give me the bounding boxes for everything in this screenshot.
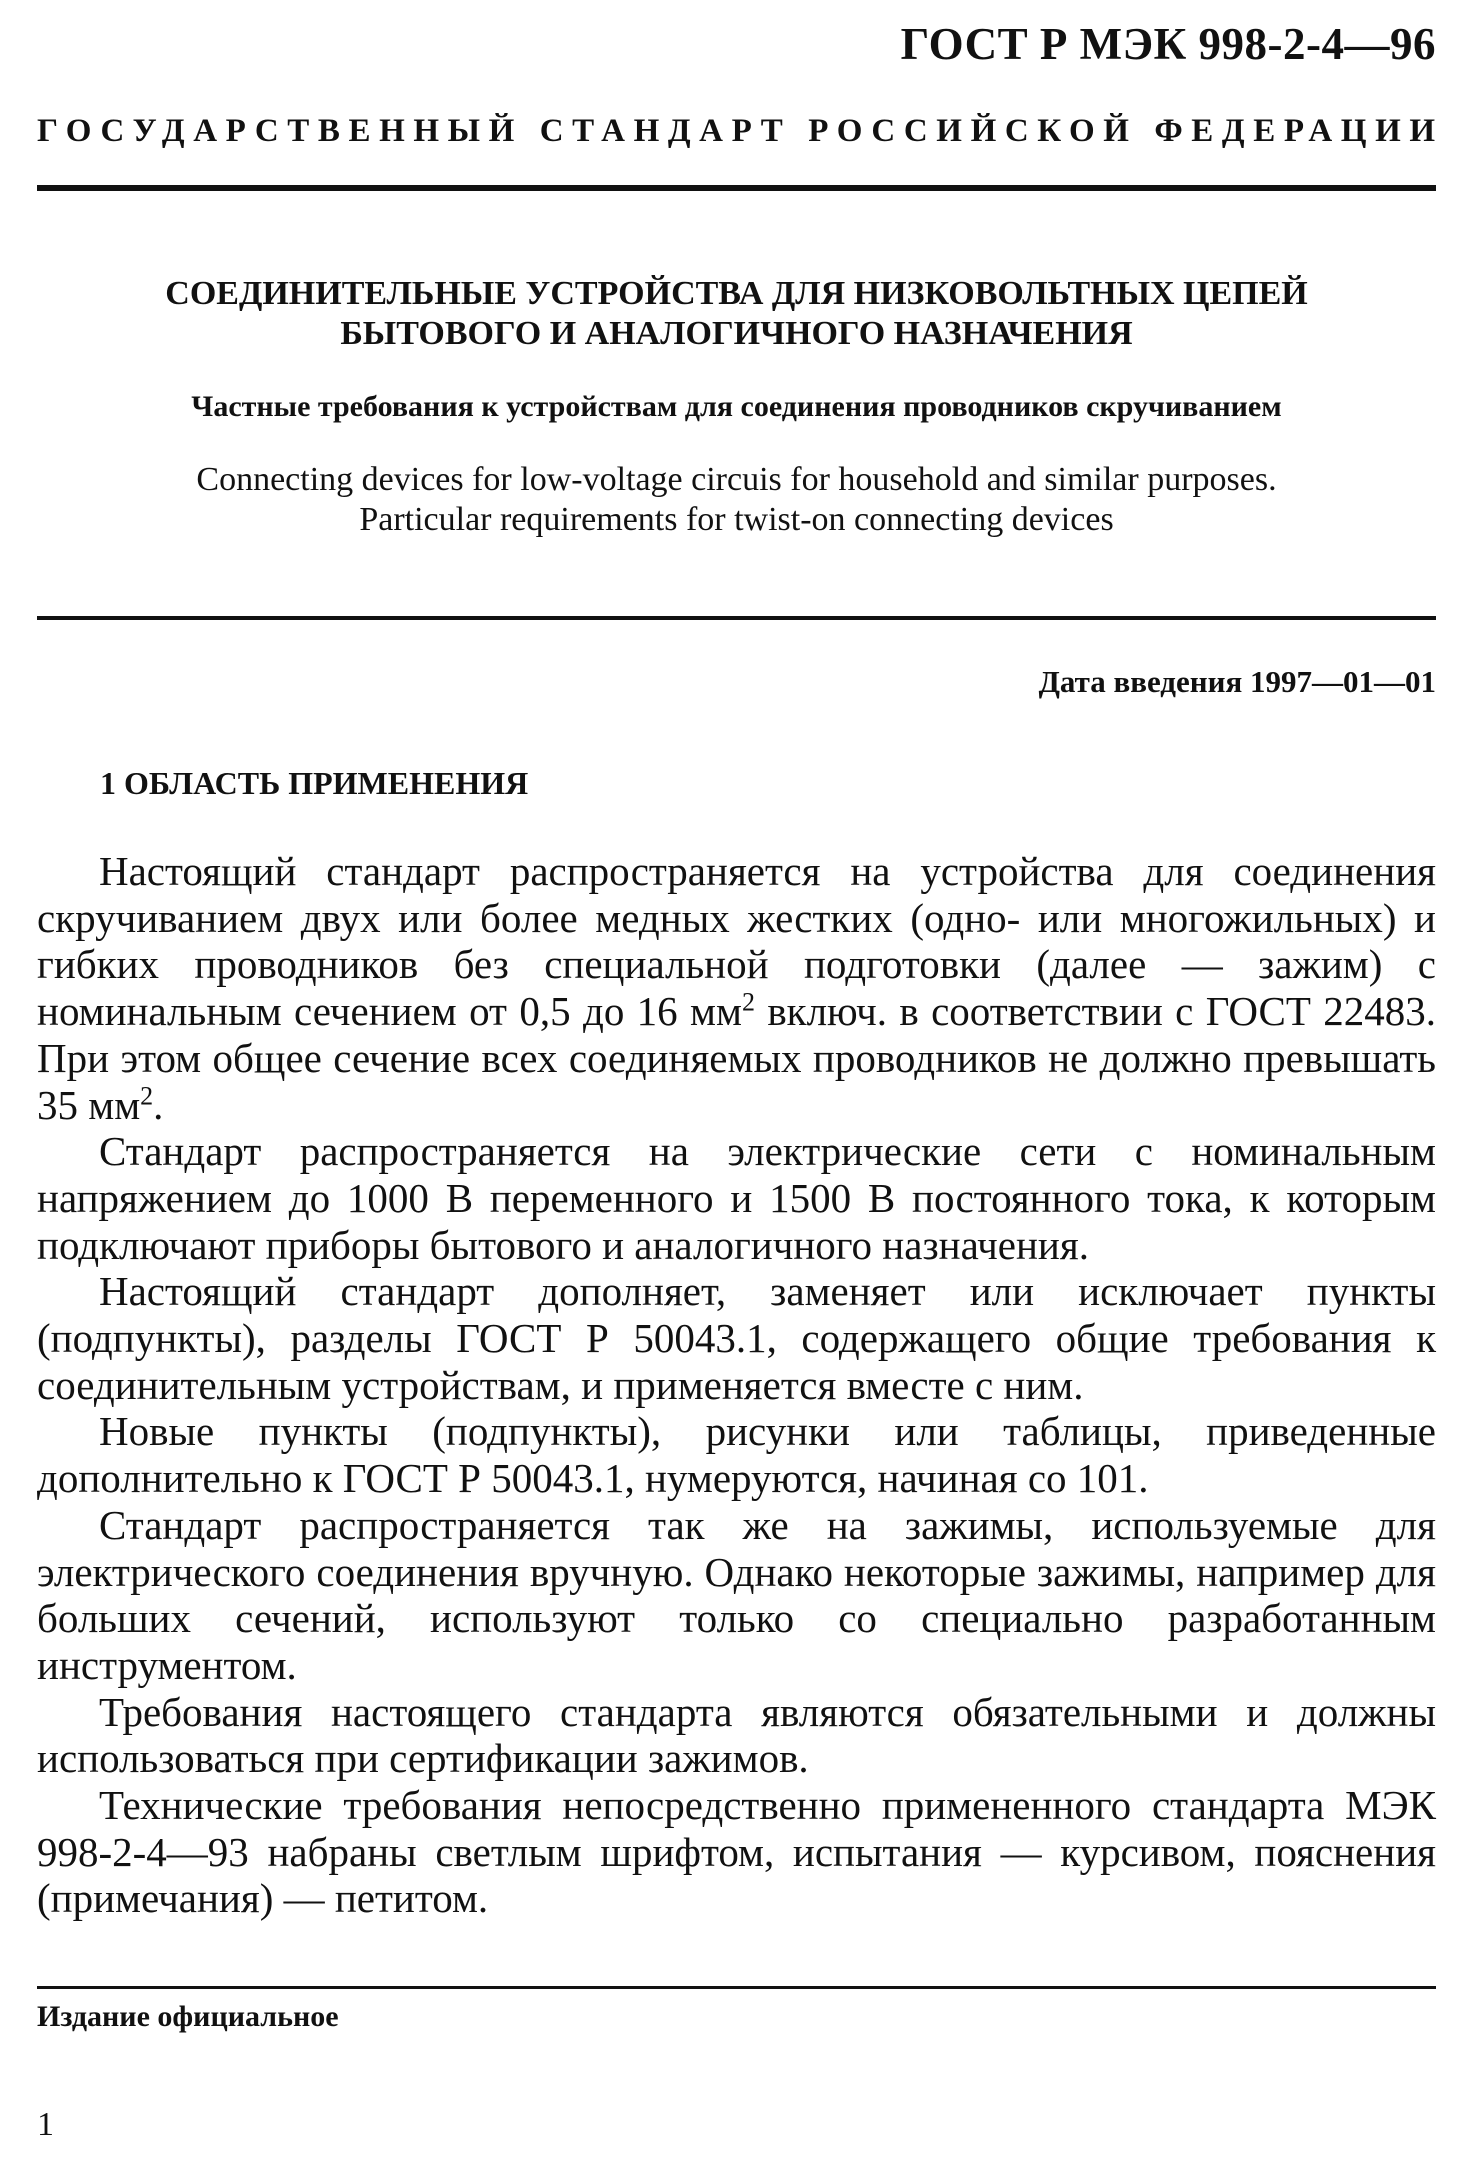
state-standard-heading: ГОСУДАРСТВЕННЫЙ СТАНДАРТ РОССИЙСКОЙ ФЕДЕРАЦИИ [37,113,1444,149]
paragraph-3: Настоящий стандарт дополняет, заменяет или исключает пункты (подпункты), разделы ГОСТ Р 50043.1, содержащего общие требования к соединительным устройствам, и применяется вместе с ним. [37,1268,1436,1408]
section-heading: 1 ОБЛАСТЬ ПРИМЕНЕНИЯ [100,765,529,801]
paragraph-4: Новые пункты (подпункты), рисунки или таблицы, приведенные дополнительно к ГОСТ Р 50043.1, нумеруются, начиная со 101. [37,1408,1436,1502]
section-body [37,848,1436,1922]
english-title-line-2: Particular requirements for twist-on connecting devices [359,501,1114,538]
paragraph-6: Требования настоящего стандарта являются обязательными и должны использоваться при сертификации зажимов. [37,1688,1436,1782]
title-line-2: БЫТОВОГО И АНАЛОГИЧНОГО НАЗНАЧЕНИЯ [340,315,1133,352]
paragraph-2: Стандарт распространяется на электрические сети с номинальным напряжением до 1000 В переменного и 1500 В постоянного тока, к которым подключают приборы бытового и аналогичного назначения. [37,1128,1436,1268]
superscript-1: 2 [741,987,755,1017]
paragraph-5: Стандарт распространяется так же на зажимы, используемые для электрического соединения вручную. Однако некоторые зажимы, например для больших сечений, используют только со специально разработанным инструментом. [37,1501,1436,1688]
edition-label: Издание официальное [37,2000,339,2033]
title-line-1: СОЕДИНИТЕЛЬНЫЕ УСТРОЙСТВА ДЛЯ НИЗКОВОЛЬТНЫХ ЦЕПЕЙ [165,275,1308,312]
paragraph-1-part-b: включ. в соответствии с ГОСТ 22483. При этом общее сечение всех соединяемых проводников не должно превышать 35 мм [37,988,1436,1128]
english-title [37,460,1436,540]
paragraph-1 [37,848,1436,1128]
title-rule [37,616,1436,620]
standard-number: ГОСТ Р МЭК 998-2-4—96 [900,19,1436,69]
top-rule [37,185,1436,191]
paragraph-1-part-a: Настоящий стандарт распространяется на устройства для соединения скручиванием двух или более медных жестких (одно- или многожильных) и гибких проводников без специальной подготовки (далее — зажим) с номинальным сечением от 0,5 до 16 мм [37,848,1436,1035]
paragraph-1-part-c: . [153,1081,164,1128]
page-number: 1 [37,2106,54,2143]
superscript-2: 2 [140,1080,154,1110]
document-title [37,274,1436,354]
introduction-date: Дата введения 1997—01—01 [1038,664,1436,699]
english-title-line-1: Connecting devices for low-voltage circuis for household and similar purposes. [196,461,1277,498]
document-subtitle: Частные требования к устройствам для соединения проводников скручиванием [191,390,1282,423]
paragraph-7: Технические требования непосредственно примененного стандарта МЭК 998-2-4—93 набраны светлым шрифтом, испытания — курсивом, пояснения (примечания) — петитом. [37,1782,1436,1922]
footer-rule [37,1986,1436,1989]
